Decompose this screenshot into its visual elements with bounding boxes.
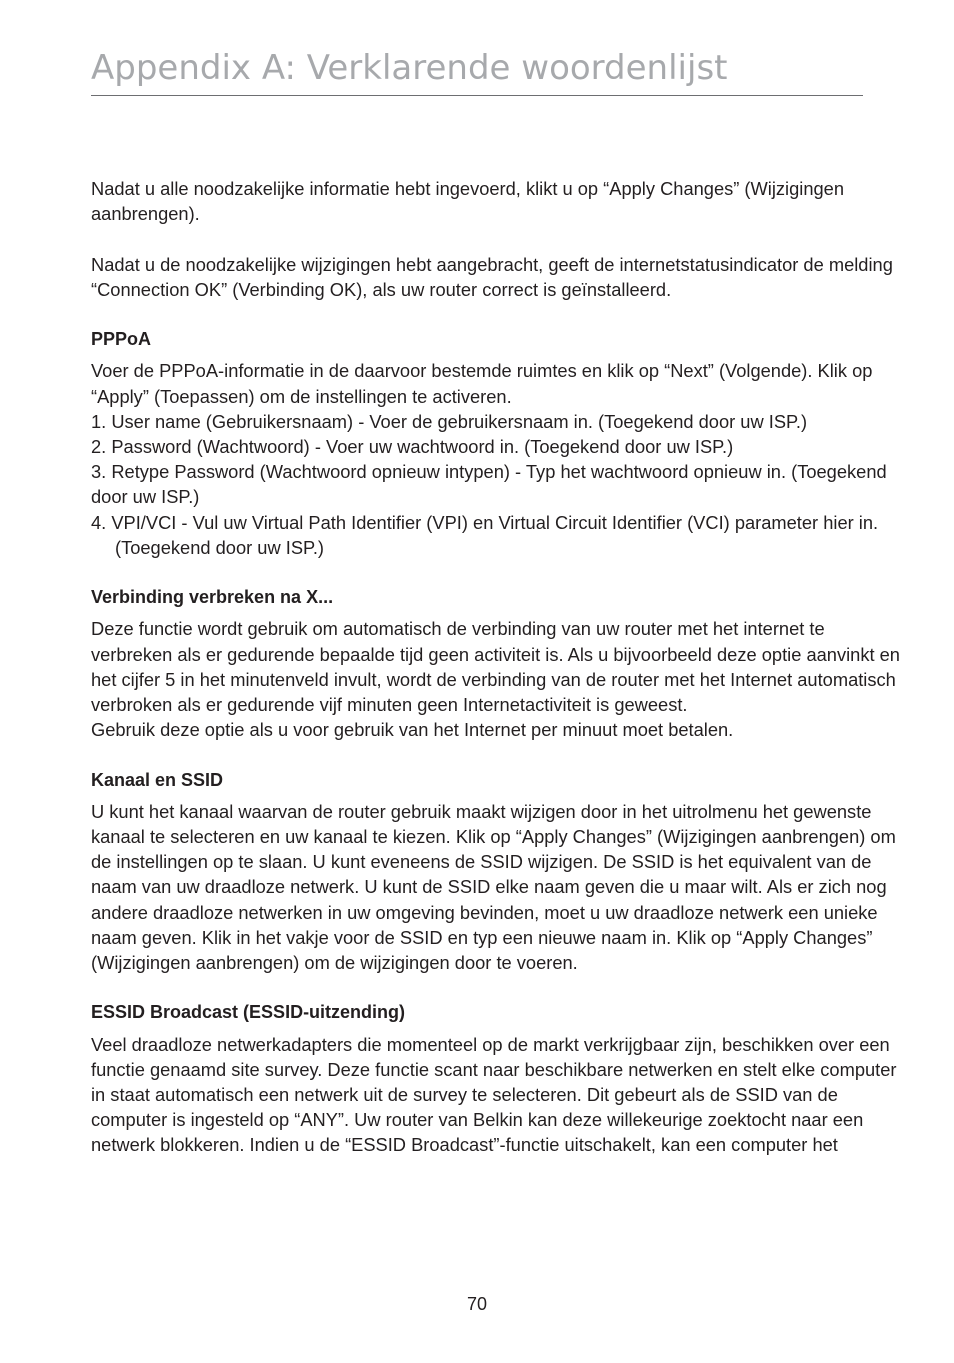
- section-heading-essid-broadcast: ESSID Broadcast (ESSID-uitzending): [91, 1002, 406, 1023]
- disconnect-paragraph-1: Deze functie wordt gebruik om automatisch de verbinding van uw router met het internet te verbreken als er gedurende bepaalde tijd geen activiteit is. Als u bijvoorbeeld deze optie aanvinkt en het cijfer 5 in het minutenveld invult, wordt de verbinding van de router met het Internet automatisch verbroken als er gedurende vijf minuten geen Internetactiviteit is geweest.: [91, 618, 900, 716]
- page-header: [91, 44, 863, 92]
- pppoa-list-item-1: 1. User name (Gebruikersnaam) - Voer de gebruikersnaam in. (Toegekend door uw ISP.): [91, 410, 808, 432]
- pppoa-list-item-3: 3. Retype Password (Wachtwoord opnieuw intypen) - Typ het wachtwoord opnieuw in. (Toegekend door uw ISP.): [91, 461, 887, 508]
- section-heading-channel-ssid: Kanaal en SSID: [91, 769, 224, 790]
- channel-ssid-paragraph: U kunt het kanaal waarvan de router gebruik maakt wijzigen door in het uitrolmenu het gewenste kanaal te selecteren en uw kanaal te kiezen. Klik op “Apply Changes” (Wijzigingen aanbrengen) om de instellingen op te slaan. U kunt eveneens de SSID wijzigen. De SSID is het equivalent van de naam van uw draadloze netwerk. U kunt de SSID elke naam geven die u maar wilt. Als er zich nog andere draadloze netwerken in uw omgeving bevinden, moet u uw draadloze netwerk een unieke naam geven. Klik in het vakje voor de SSID en typ een nieuwe naam in. Klik op “Apply Changes” (Wijzigingen aanbrengen) om de wijzigingen door te voeren.: [91, 800, 896, 974]
- section-heading-pppoa: PPPoA: [91, 329, 152, 350]
- page-number: 70: [466, 1294, 488, 1314]
- header-divider: [91, 95, 863, 96]
- intro-paragraph-2: Nadat u de noodzakelijke wijzigingen hebt aangebracht, geeft de internetstatusindicator de melding “Connection OK” (Verbinding OK), als uw router correct is geïnstalleerd.: [91, 253, 893, 300]
- pppoa-list-item-2: 2. Password (Wachtwoord) - Voer uw wachtwoord in. (Toegekend door uw ISP.): [91, 436, 734, 457]
- page-title: Appendix A: Verklarende woordenlijst: [91, 48, 728, 88]
- intro-paragraph-1: Nadat u alle noodzakelijke informatie hebt ingevoerd, klikt u op “Apply Changes” (Wijzigingen aanbrengen).: [91, 178, 844, 225]
- disconnect-paragraph-2: Gebruik deze optie als u voor gebruik van het Internet per minuut moet betalen.: [91, 719, 734, 741]
- pppoa-paragraph: Voer de PPPoA-informatie in de daarvoor bestemde ruimtes en klik op “Next” (Volgende). Klik op “Apply” (Toepassen) om de instellingen te activeren.: [91, 360, 873, 407]
- pppoa-list-item-4: 4. VPI/VCI - Vul uw Virtual Path Identifier (VPI) en Virtual Circuit Identifier (VCI) parameter hier in. (Toegekend door uw ISP.): [91, 511, 879, 558]
- essid-broadcast-paragraph: Veel draadloze netwerkadapters die momenteel op de markt verkrijgbaar zijn, beschikken over een functie genaamd site survey. Deze functie scant naar beschikbare netwerken en stelt elke computer in staat automatisch een netwerk uit de survey te selecteren. Dit gebeurt als de SSID van de computer is ingesteld op “ANY”. Uw router van Belkin kan deze willekeurige zoektocht naar een netwerk blokkeren. Indien u de “ESSID Broadcast”-functie uitschakelt, kan een computer het: [91, 1033, 897, 1156]
- page-body: [91, 176, 901, 1158]
- section-heading-disconnect: Verbinding verbreken na X...: [91, 587, 334, 608]
